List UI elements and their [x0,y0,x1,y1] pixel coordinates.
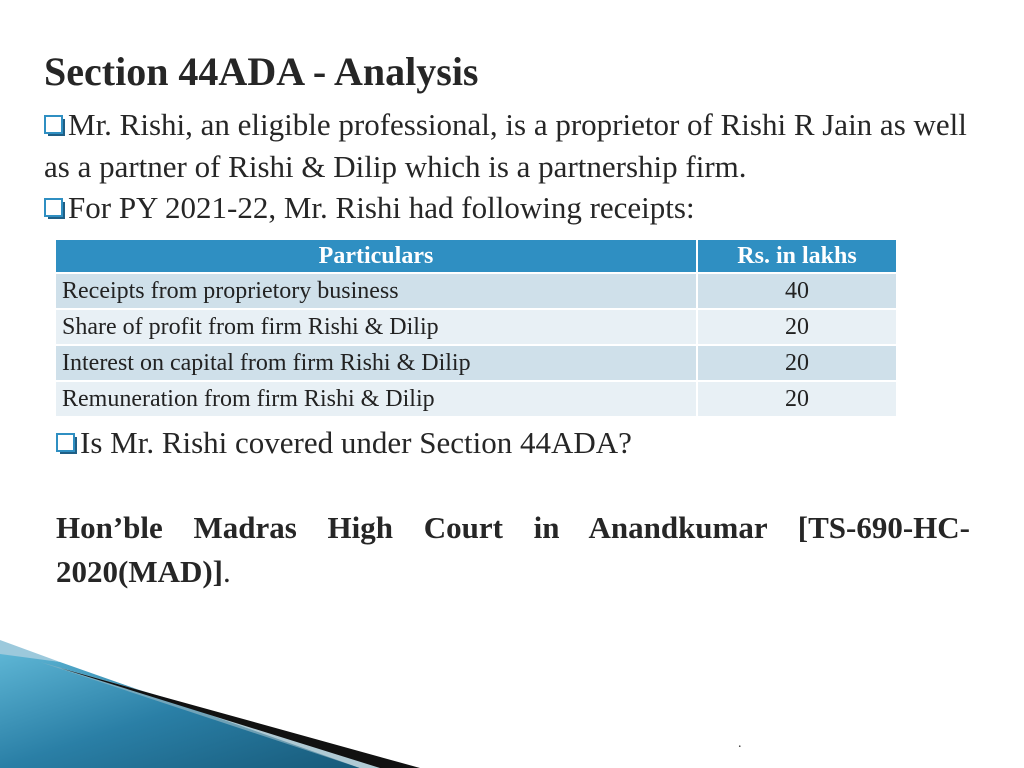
row-amount: 20 [697,381,896,416]
intro-paragraph [44,104,994,188]
intro-text: Mr. Rishi, an eligible professional, is a proprietor of Rishi R Jain as well as a partner of Rishi & Dilip which is a partnership firm. [44,107,967,184]
checkbox-bullet-icon [44,115,66,137]
table-row [56,309,896,345]
row-amount: 20 [697,309,896,345]
row-amount: 20 [697,345,896,381]
slide-title: Section 44ADA - Analysis [44,49,479,94]
receipts-intro-text: For PY 2021-22, Mr. Rishi had following receipts: [68,190,695,225]
table-header-row [56,240,896,273]
question-text: Is Mr. Rishi covered under Section 44ADA? [80,425,632,460]
row-particular: Share of profit from firm Rishi & Dilip [56,309,697,345]
question-paragraph [56,422,632,464]
table-row [56,273,896,309]
checkbox-bullet-icon [56,433,78,455]
row-particular: Remuneration from firm Rishi & Dilip [56,381,697,416]
table-row [56,381,896,416]
decorative-swoosh [0,640,420,768]
header-amount: Rs. in lakhs [697,240,896,273]
court-reference-period: . [223,554,231,589]
row-particular: Interest on capital from firm Rishi & Dilip [56,345,697,381]
court-reference-text: Hon’ble Madras High Court in Anandkumar [TS-690-HC-2020(MAD)] [56,510,970,589]
table-row [56,345,896,381]
receipts-table [56,240,896,416]
footer-dot: . [738,736,742,751]
checkbox-bullet-icon [44,198,66,220]
court-reference [56,506,970,594]
header-particulars: Particulars [56,240,697,273]
row-particular: Receipts from proprietory business [56,273,697,309]
receipts-intro [44,187,695,229]
row-amount: 40 [697,273,896,309]
